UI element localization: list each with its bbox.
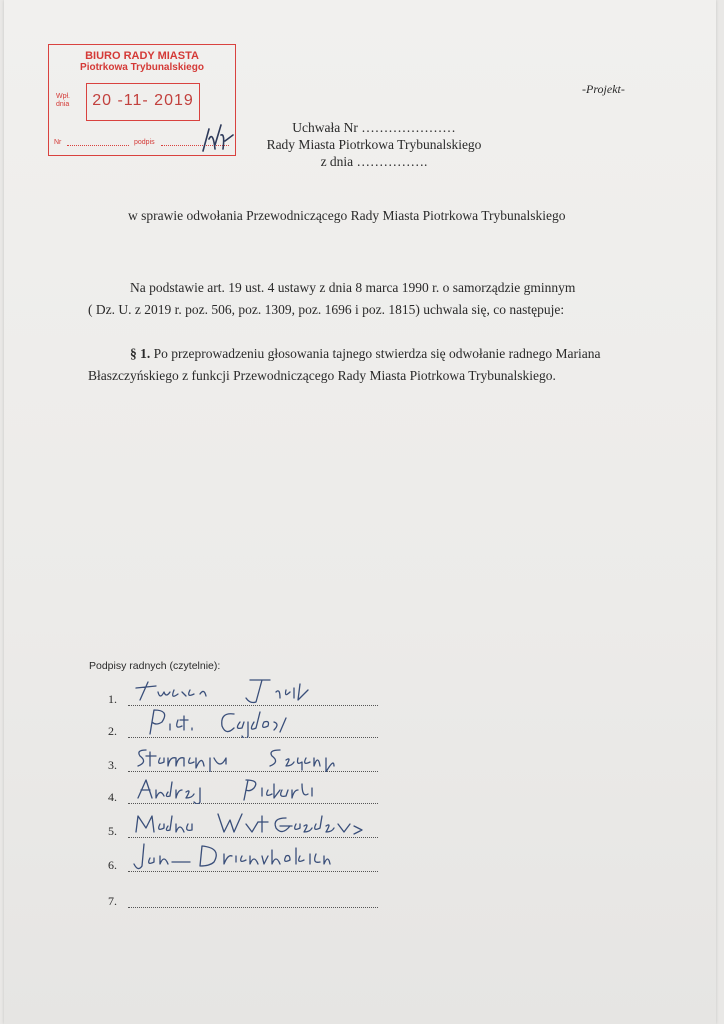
council-name: Rady Miasta Piotrkowa Trybunalskiego [266,137,482,152]
stamp-subtitle: Piotrkowa Trybunalskiego [80,62,204,73]
signature-row [108,812,378,842]
stamp-podpis-label: podpis [134,139,155,146]
stamp-nr-label: Nr [54,139,62,146]
stamp-dnia-text: dnia [56,101,70,108]
resolution-number: Uchwała Nr ………………… [292,120,456,135]
signature-number: 4. [108,790,117,804]
signature-row [108,746,378,776]
stamp-date: 20 -11- 2019 [92,92,194,109]
handwritten-signature-icon [130,808,380,838]
projekt-label: -Projekt- [582,82,625,96]
signature-row [108,882,378,912]
paragraph-1-line-2: Błaszczyńskiego z funkcji Przewodniczącego Rady Miasta Piotrkowa Trybunalskiego. [88,368,556,383]
signature-row [108,778,378,808]
stamp-date-box [86,83,200,121]
signature-number: 6. [108,858,117,872]
handwritten-signature-icon [130,774,370,804]
stamp-nr-line [67,145,129,146]
handwritten-signature-icon [130,840,370,872]
preamble-line-2: ( Dz. U. z 2019 r. poz. 506, poz. 1309, poz. 1696 i poz. 1815) uchwala się, co następuje: [88,302,565,317]
stamp-received-label [56,93,70,109]
paragraph-1-text: Po przeprowadzeniu głosowania tajnego stwierdza się odwołanie radnego Mariana [150,346,601,361]
stamp-wpl-text: Wpł. [56,93,70,100]
signature-number: 7. [108,894,117,908]
signature-row [108,846,378,876]
signature-number: 5. [108,824,117,838]
signature-line [128,907,378,908]
signature-row [108,712,378,742]
handwritten-signature-icon [130,706,370,738]
signature-number: 3. [108,758,117,772]
stamp-title: BIURO RADY MIASTA [85,50,199,62]
handwritten-signature-icon [130,676,370,706]
handwritten-signature-icon [130,742,370,772]
signatures-label: Podpisy radnych (czytelnie): [89,660,221,672]
signature-number: 1. [108,692,117,706]
preamble-line-1: Na podstawie art. 19 ust. 4 ustawy z dnia 8 marca 1990 r. o samorządzie gminnym [130,280,576,295]
resolution-subject: w sprawie odwołania Przewodniczącego Rady Miasta Piotrkowa Trybunalskiego [128,208,566,223]
resolution-date: z dnia ……………. [320,154,428,169]
paragraph-1-line-1 [130,343,600,365]
paragraph-marker: § 1. [130,346,151,361]
signature-number: 2. [108,724,117,738]
document-page [4,0,716,1024]
